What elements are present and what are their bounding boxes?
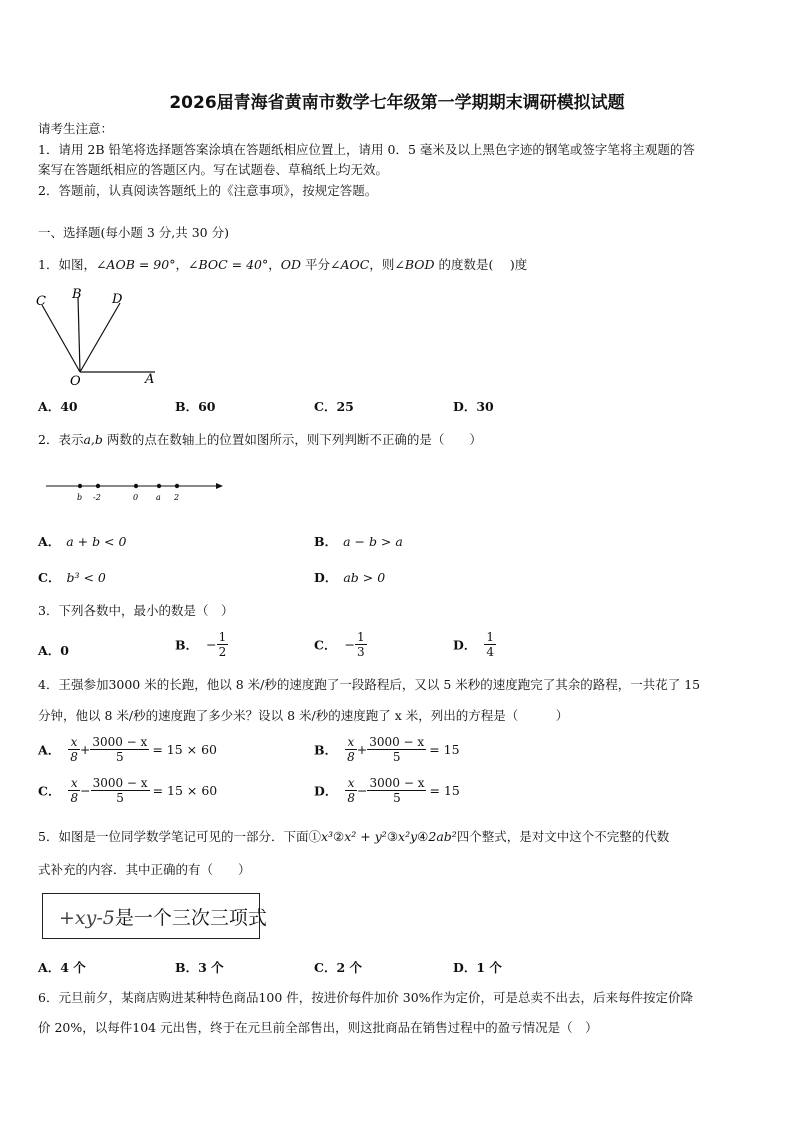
fraction-denominator: 8 xyxy=(347,791,355,805)
fraction-numerator: 3000 − x xyxy=(92,735,148,749)
equation-rhs: = 15 × 60 xyxy=(152,742,218,757)
option-letter: A． xyxy=(38,643,61,658)
operator: + xyxy=(356,742,368,757)
option-sign: − xyxy=(344,637,355,652)
option-letter: C． xyxy=(38,783,61,799)
q3-option-d[interactable] xyxy=(453,630,496,659)
option-letter: A． xyxy=(38,534,61,549)
option-letter: C． xyxy=(314,637,337,653)
q1-sep: ， xyxy=(175,257,188,272)
q5-expr-4: 2ab² xyxy=(428,829,457,844)
q1-suffix: 的度数是( )度 xyxy=(434,257,528,272)
option-letter: B． xyxy=(314,534,338,549)
ray-ob xyxy=(78,297,80,372)
point-a xyxy=(157,484,161,488)
tick-label-b: b xyxy=(77,493,83,502)
tick-label-2: 2 xyxy=(174,493,180,502)
q5-note-text xyxy=(59,903,267,930)
option-letter: D． xyxy=(314,570,338,585)
fraction-denominator: 2 xyxy=(218,645,227,659)
q1-option-b[interactable]: B．60 xyxy=(175,399,216,414)
q5-option-d[interactable]: D．1 个 xyxy=(453,960,502,975)
fraction-denominator: 5 xyxy=(116,750,124,764)
notice-item-1-line-2: 案写在答题纸相应的答题区内。写在试题卷、草稿纸上均无效。 xyxy=(38,162,389,177)
q5-expr-1: x³ xyxy=(320,829,334,844)
label-c: C xyxy=(36,294,46,309)
q1-prefix: 1．如图， xyxy=(38,257,96,272)
notice-heading: 请考生注意： xyxy=(38,121,114,136)
q1-mid: 平分 xyxy=(301,257,331,272)
page-title: 2026届青海省黄南市数学七年级第一学期期末调研模拟试题 xyxy=(169,93,625,113)
q5-marker-3: ③ xyxy=(386,829,399,844)
label-o: O xyxy=(70,374,81,389)
label-d: D xyxy=(112,292,123,307)
operator: + xyxy=(79,742,91,757)
q1-option-a[interactable]: A．40 xyxy=(38,399,78,414)
q2-suffix: 两数的点在数轴上的位置如图所示，则下列判断不正确的是（ ） xyxy=(102,432,482,447)
tick-label-a: a xyxy=(156,493,161,502)
point-2 xyxy=(175,484,179,488)
q5-marker-4: ④ xyxy=(417,829,429,844)
fraction-denominator: 5 xyxy=(116,791,124,805)
fraction-denominator: 8 xyxy=(70,791,79,805)
question-6-line-2: 价 20%，以每件104 元出售，终于在元旦前全部售出，则这批商品在销售过程中的盈亏情况是（ ） xyxy=(38,1020,598,1035)
label-b: B xyxy=(72,287,82,302)
ray-od xyxy=(80,303,120,372)
option-letter: C． xyxy=(38,570,61,585)
equation-rhs: = 15 × 60 xyxy=(152,783,218,798)
option-expr: b³ < 0 xyxy=(66,570,106,585)
q2-option-a[interactable] xyxy=(38,532,126,550)
question-5-line-2: 式补充的内容．其中正确的有（ ） xyxy=(38,862,251,877)
q5-option-a[interactable]: A．4 个 xyxy=(38,960,86,975)
option-expr: a − b > a xyxy=(343,534,403,549)
fraction-numerator: x xyxy=(68,735,80,750)
label-a: A xyxy=(145,372,155,387)
point-neg2 xyxy=(96,484,100,488)
fraction-numerator: 3000 − x xyxy=(369,735,425,749)
question-2 xyxy=(38,432,482,448)
question-1 xyxy=(38,257,527,273)
q3-option-a[interactable] xyxy=(38,641,69,659)
option-letter: A． xyxy=(38,742,61,758)
question-4-line-2: 分钟，他以 8 米/秒的速度跑了多少米？设以 8 米/秒的速度跑了 x 米，列出的方程是（ ） xyxy=(38,708,569,723)
q2-vars: a,b xyxy=(83,432,103,447)
q3-option-c[interactable] xyxy=(314,630,367,659)
q2-option-d[interactable] xyxy=(314,568,385,586)
q1-angle-boc: ∠BOC = 40° xyxy=(187,257,269,272)
fraction-denominator: 5 xyxy=(392,750,401,764)
operator: − xyxy=(80,783,91,798)
q1-option-d[interactable]: D．30 xyxy=(453,399,494,414)
notice-item-1-line-1: 1．请用 2B 铅笔将选择题答案涂填在答题纸相应位置上，请用 0．5 毫米及以上黑色字迹的钢笔或签字笔将主观题的答 xyxy=(38,142,695,157)
question-5-line-1 xyxy=(38,829,669,845)
q5-option-b[interactable]: B．3 个 xyxy=(175,960,224,975)
option-value: 0 xyxy=(60,643,69,658)
q3-option-b[interactable] xyxy=(175,630,228,659)
q5-expr-3: x²y xyxy=(398,829,418,844)
q4-option-c[interactable] xyxy=(38,776,217,805)
fraction-denominator: 8 xyxy=(70,750,78,764)
option-letter: D． xyxy=(453,637,477,653)
option-expr: a + b < 0 xyxy=(66,534,127,549)
q5-suffix: 四个整式，是对文中这个不完整的代数 xyxy=(456,829,670,844)
q5-note-box xyxy=(42,893,267,939)
q4-option-a[interactable] xyxy=(38,735,217,764)
q2-number-line xyxy=(40,475,230,505)
q1-angle-figure xyxy=(30,285,165,390)
note-label: 是一个三次三项式 xyxy=(114,907,267,929)
fraction-numerator: 3000 − x xyxy=(369,776,425,790)
operator: − xyxy=(356,783,368,798)
q5-option-c[interactable]: C．2 个 xyxy=(314,960,362,975)
fraction-numerator: 1 xyxy=(486,630,494,644)
equation-rhs: = 15 xyxy=(429,783,460,798)
fraction-denominator: 3 xyxy=(356,645,365,659)
option-expr: ab > 0 xyxy=(343,570,386,585)
note-math: +xy-5 xyxy=(59,907,115,929)
fraction-numerator: x xyxy=(345,735,357,750)
q1-angle-bod: ∠BOD xyxy=(394,257,435,272)
ray-oc xyxy=(42,305,80,372)
option-letter: B． xyxy=(314,742,338,758)
fraction-denominator: 5 xyxy=(393,791,401,805)
q1-angle-aoc: ∠AOC xyxy=(330,257,370,272)
fraction-denominator: 8 xyxy=(347,750,355,764)
question-4-line-1: 4．王强参加3000 米的长跑，他以 8 米/秒的速度跑了一段路程后，又以 5 米秒的速度跑完了其余的路程，一共花了 15 xyxy=(38,677,701,692)
q1-angle-aob: ∠AOB = 90° xyxy=(95,257,176,272)
q1-sep: ，则 xyxy=(369,257,395,272)
question-6-line-1: 6．元旦前夕，某商店购进某种特色商品100 件，按进价每件加价 30%作为定价，可是总卖不出去，后来每件按定价降 xyxy=(38,990,694,1005)
point-b xyxy=(78,484,82,488)
point-0 xyxy=(134,484,138,488)
option-letter: D． xyxy=(314,783,338,799)
notice-item-2: 2．答题前，认真阅读答题纸上的《注意事项》，按规定答题。 xyxy=(38,183,378,198)
fraction-numerator: 3000 − x xyxy=(92,776,148,790)
tick-label-neg2: -2 xyxy=(93,493,101,502)
fraction-numerator: 1 xyxy=(356,630,365,644)
q2-prefix: 2．表示 xyxy=(38,432,84,447)
fraction-denominator: 4 xyxy=(486,645,494,659)
axis-arrow xyxy=(216,483,223,489)
question-3: 3．下列各数中，最小的数是（ ） xyxy=(38,603,234,618)
fraction-numerator: x xyxy=(345,776,357,791)
option-sign: − xyxy=(206,637,217,652)
equation-rhs: = 15 xyxy=(429,742,460,757)
q2-option-c[interactable] xyxy=(38,568,106,586)
q1-sep: ， xyxy=(268,257,281,272)
q2-option-b[interactable] xyxy=(314,532,403,550)
tick-label-0: 0 xyxy=(133,493,139,502)
q1-ray-od: OD xyxy=(280,257,302,272)
fraction-numerator: 1 xyxy=(218,630,227,644)
q4-option-b[interactable] xyxy=(314,735,460,764)
q5-prefix: 5．如图是一位同学数学笔记可见的一部分．下面① xyxy=(38,829,321,844)
section-heading: 一、选择题(每小题 3 分,共 30 分) xyxy=(38,225,229,240)
option-letter: B． xyxy=(175,637,199,653)
fraction-numerator: x xyxy=(68,776,80,791)
q4-option-d[interactable] xyxy=(314,776,460,805)
q1-option-c[interactable]: C．25 xyxy=(314,399,354,414)
q5-expr-2: x² + y² xyxy=(344,829,387,844)
q5-marker-2: ② xyxy=(333,829,345,844)
